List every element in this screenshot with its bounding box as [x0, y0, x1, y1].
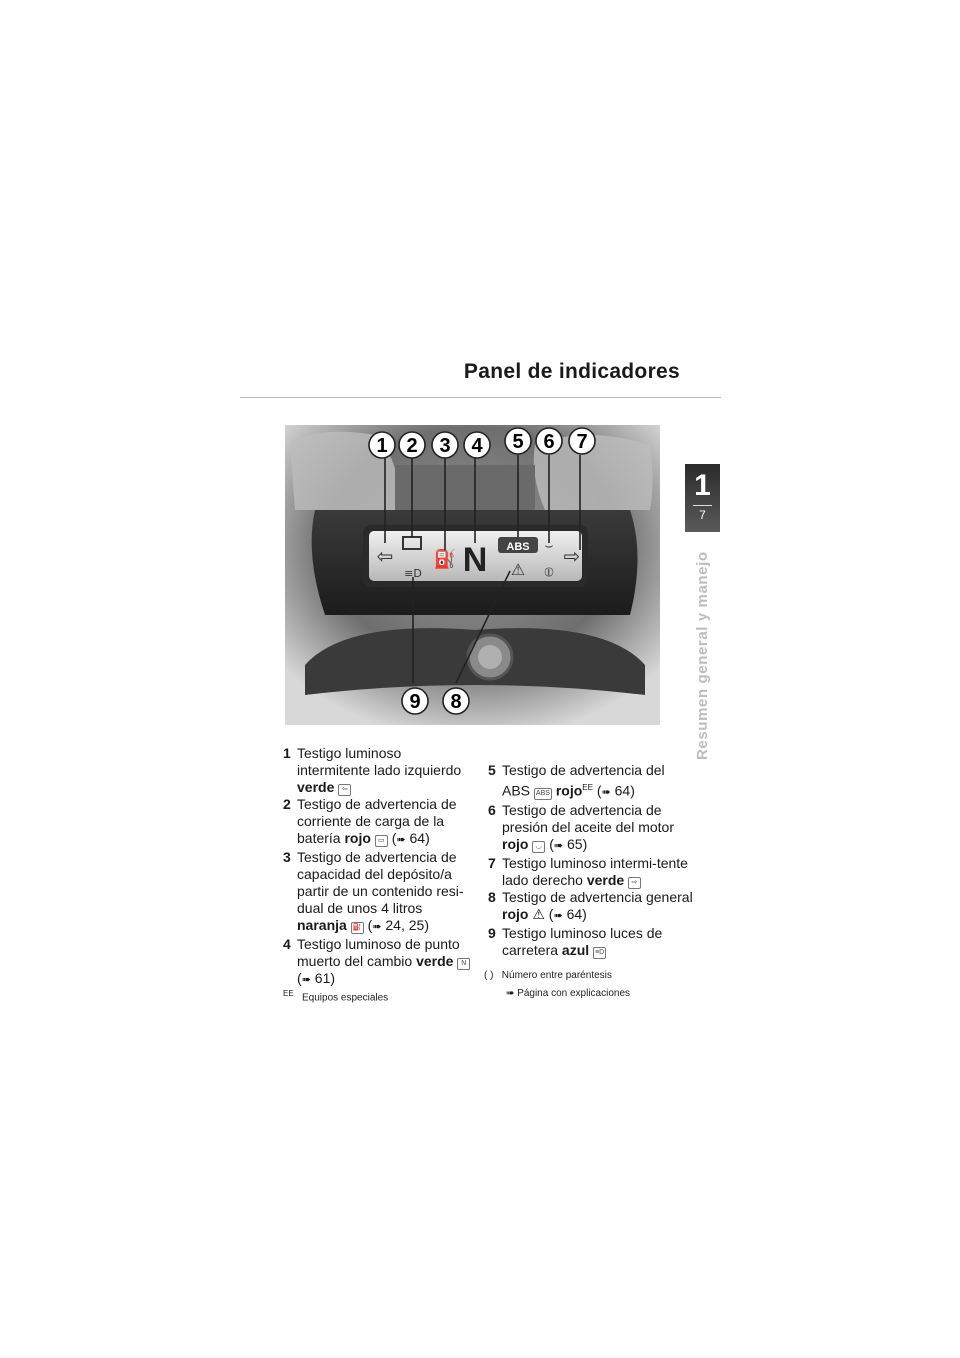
- oil-lamp: ⌣: [544, 538, 554, 554]
- left-arrow-icon: ⇦: [338, 784, 351, 796]
- right-arrow-icon: ⇨: [628, 877, 641, 889]
- legend-item-2: 2 Testigo de advertencia de corriente de carga de la batería rojo ▭ (➠ 64): [283, 796, 457, 846]
- ref-arrow-icon: ➠: [601, 786, 611, 799]
- paren-text: Número entre paréntesis: [501, 970, 612, 981]
- item-text: Testigo de advertencia del ABS: [502, 762, 665, 799]
- item-color: verde: [297, 779, 335, 795]
- legend-item-4: 4 Testigo luminoso de punto muerto del cambio verde N (➠ 61): [283, 936, 473, 989]
- item-color: rojo: [502, 835, 529, 852]
- callout-3: [432, 432, 458, 458]
- item-number: 8: [488, 888, 496, 905]
- oil-can-icon: ◡: [532, 841, 545, 853]
- ref-arrow-icon: ➠: [396, 834, 406, 846]
- item-number: 4: [283, 936, 291, 952]
- fog-lamp: ⦶: [544, 565, 554, 580]
- abs-lamp: ABS: [506, 541, 530, 553]
- callout-1: [369, 432, 395, 458]
- callout-6: [536, 428, 562, 454]
- ee-text: Equipos especiales: [302, 992, 389, 1004]
- left-turn-lamp: ⇦: [376, 544, 394, 568]
- page-ref: 61: [314, 970, 331, 986]
- neutral-lamp: N: [462, 541, 488, 579]
- item-text: Testigo de advertencia de capacidad del depósito/a partir de un contenido resi-dual de unos 4 litros: [297, 849, 464, 916]
- paren-symbol: ( ): [484, 970, 494, 981]
- page-number: 7: [699, 508, 706, 522]
- chapter-tab: [685, 464, 720, 532]
- item-number: 3: [283, 849, 291, 865]
- callout-7: [569, 428, 595, 454]
- svg-text:4: 4: [471, 435, 483, 457]
- item-number: 9: [488, 924, 496, 941]
- right-turn-lamp: ⇨: [563, 544, 581, 568]
- ref-arrow-icon: ➠: [506, 988, 515, 999]
- page-ref: 24, 25: [385, 917, 425, 933]
- item-text: Testigo luminoso luces de carretera: [502, 924, 663, 958]
- arrow-text: Página con explicaciones: [517, 988, 631, 999]
- ee-mark: EE: [582, 783, 593, 792]
- ref-arrow-icon: ➠: [553, 839, 564, 852]
- chapter-number: 1: [694, 469, 711, 502]
- svg-text:3: 3: [439, 435, 451, 457]
- fuel-lamp: ⛽: [433, 549, 457, 570]
- item-number: 5: [488, 762, 496, 778]
- high-beam-icon: ≡D: [593, 947, 606, 959]
- legend-item-6: 6 Testigo de advertencia de presión del aceite del motor rojo ◡ (➠ 65): [488, 801, 674, 852]
- svg-text:9: 9: [409, 691, 421, 713]
- page-ref: 65: [567, 835, 583, 852]
- warning-lamp: ⚠: [510, 560, 526, 579]
- title-rule: [240, 397, 721, 398]
- svg-text:7: 7: [576, 431, 588, 453]
- ref-arrow-icon: ➠: [553, 909, 563, 922]
- footnote-arrow: [506, 988, 630, 1000]
- item-text: Testigo de advertencia de corriente de carga de la batería: [297, 796, 457, 846]
- legend-item-7: [488, 855, 693, 889]
- item-color: verde: [416, 953, 454, 969]
- side-title: Resumen general y manejo: [694, 551, 711, 760]
- legend-column-2: [488, 762, 693, 959]
- page-ref: 64: [409, 830, 426, 846]
- ref-arrow-icon: ➠: [372, 921, 382, 933]
- page-ref: 64: [614, 782, 631, 799]
- callout-8: [443, 688, 469, 714]
- legend-item-9: [488, 925, 693, 959]
- highbeam-lamp: ≡D: [404, 567, 422, 580]
- legend-column-1: [283, 745, 473, 989]
- svg-text:1: 1: [376, 435, 388, 457]
- legend-item-3: 3 Testigo de advertencia de capacidad del depósito/a partir de un contenido resi-dual de unos 4 litros naranja ⛽ (➠ 24, 25): [283, 849, 464, 933]
- item-number: 6: [488, 801, 496, 818]
- callout-2: [399, 432, 425, 458]
- warning-triangle-icon: ⚠: [532, 905, 545, 922]
- chapter-divider: [693, 505, 712, 506]
- item-text: Testigo de advertencia de presión del aceite del motor: [502, 801, 674, 835]
- ref-arrow-icon: ➠: [301, 974, 311, 986]
- callout-4: [464, 432, 490, 458]
- battery-icon: ▭: [375, 835, 388, 847]
- ee-symbol: EE: [283, 989, 294, 998]
- svg-text:2: 2: [406, 435, 418, 457]
- item-color: rojo: [344, 830, 371, 846]
- svg-text:5: 5: [512, 431, 524, 453]
- item-color: rojo: [502, 905, 529, 922]
- neutral-icon: N: [457, 958, 470, 970]
- callout-5: [505, 428, 531, 454]
- svg-text:6: 6: [543, 431, 555, 453]
- item-color: verde: [586, 871, 625, 888]
- item-text: Testigo luminoso intermitente lado izquierdo: [297, 745, 462, 778]
- instrument-panel-photo: [285, 425, 660, 725]
- legend-item-5: 5 Testigo de advertencia del ABS ABS rojo$^{EE}$ (➠ 64): [488, 762, 665, 799]
- footnote-ee: [283, 988, 388, 1004]
- callout-9: [402, 688, 428, 714]
- item-text: Testigo de advertencia general: [502, 888, 693, 905]
- item-number: 7: [488, 854, 496, 871]
- svg-text:8: 8: [450, 691, 462, 713]
- item-text: Testigo luminoso intermi-tente lado derecho: [502, 854, 688, 888]
- item-color: azul: [561, 941, 590, 958]
- page-title: Panel de indicadores: [463, 360, 680, 383]
- item-text: Testigo luminoso de punto muerto del cambio: [297, 936, 460, 969]
- footnote-paren: [484, 970, 612, 982]
- item-color: naranja: [297, 917, 347, 933]
- fuel-pump-icon: ⛽: [351, 922, 364, 934]
- gauge-center: [395, 465, 535, 510]
- item-color: rojo: [555, 782, 583, 799]
- legend-item-8: 8 Testigo de advertencia general rojo ⚠ (➠ 64): [488, 888, 693, 922]
- ignition-knob-center: [478, 645, 502, 669]
- item-number: 2: [283, 796, 291, 812]
- abs-icon: ABS: [534, 788, 552, 800]
- item-number: 1: [283, 745, 291, 761]
- page-ref: 64: [566, 905, 583, 922]
- legend-item-1: [283, 745, 473, 796]
